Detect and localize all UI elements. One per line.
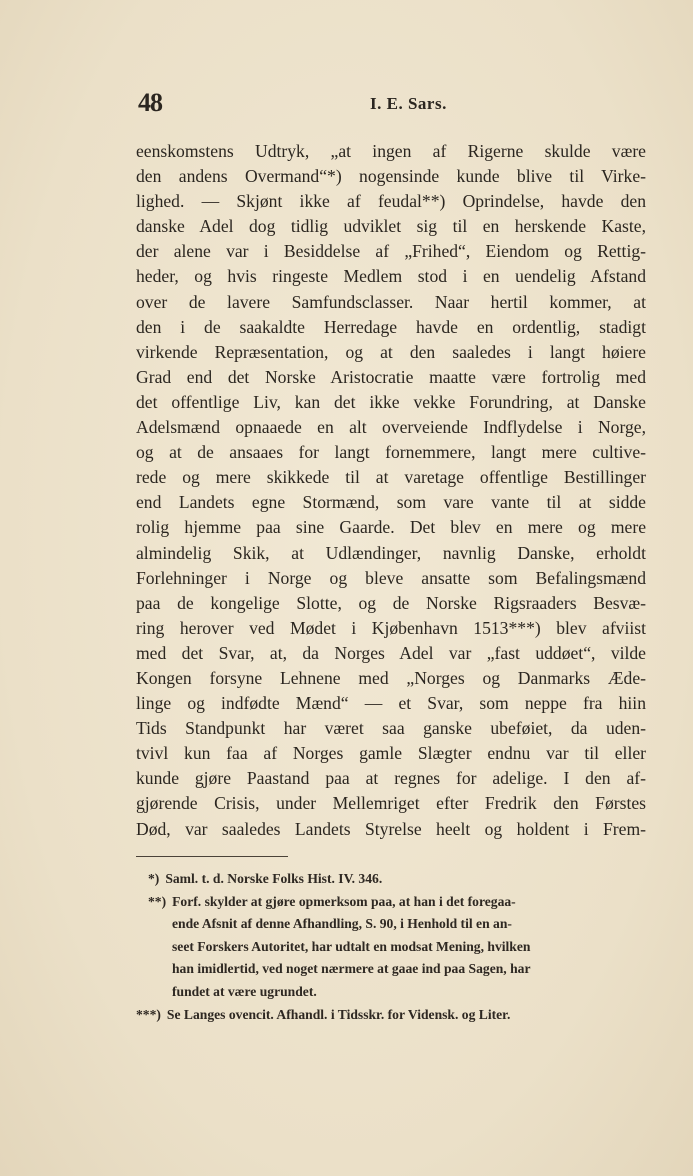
- body-line: end Landets egne Stormænd, som vare vante til at sidde: [136, 492, 646, 513]
- body-line: Kongen forsyne Lehnene med „Norges og Danmarks Æde-: [136, 667, 646, 688]
- body-line: linge og indfødte Mænd“ — et Svar, som neppe fra hiin: [136, 693, 646, 714]
- footnote-line: [136, 981, 646, 1004]
- footnote-line: [136, 936, 646, 959]
- body-line: Død, var saaledes Landets Styrelse heelt og holdent i Frem-: [136, 818, 646, 839]
- footnote-mark: ***): [136, 1006, 161, 1022]
- body-text: [136, 139, 646, 842]
- body-line: over de lavere Samfundsclasser. Naar hertil kommer, at: [136, 291, 646, 312]
- body-line: der alene var i Besiddelse af „Frihed“, Eiendom og Rettig-: [136, 241, 646, 262]
- body-line: tvivl kun faa af Norges gamle Slægter endnu var til eller: [136, 743, 646, 764]
- body-line: heder, og hvis ringeste Medlem stod i en uendelig Afstand: [136, 266, 646, 287]
- page-header: [138, 88, 558, 118]
- footnote-line: [136, 913, 646, 936]
- body-line: den andens Overmand“*) nogensinde kunde blive til Virke-: [136, 166, 646, 187]
- body-line: Forlehninger i Norge og bleve ansatte som Befalingsmænd: [136, 567, 646, 588]
- footnote-text: Forf. skylder at gjøre opmerksom paa, at han i det foregaa-: [172, 893, 516, 909]
- footnote-text: fundet at være ugrundet.: [172, 983, 317, 999]
- body-line: det offentlige Liv, kan det ikke vekke Forundring, at Danske: [136, 391, 646, 412]
- footnote-text: ende Afsnit af denne Afhandling, S. 90, i Henhold til en an-: [172, 916, 512, 932]
- body-line: rede og mere skikkede til at varetage offentlige Bestillinger: [136, 467, 646, 488]
- body-line: almindelig Skik, at Udlændinger, navnlig Danske, erholdt: [136, 542, 646, 563]
- footnote-text: Se Langes ovencit. Afhandl. i Tidsskr. for Vidensk. og Liter.: [166, 1006, 511, 1022]
- body-line: ring herover ved Mødet i Kjøbenhavn 1513***) blev afviist: [136, 617, 646, 638]
- body-line: og at de ansaaes for langt fornemmere, langt mere cultive-: [136, 442, 646, 463]
- footnote-mark: *): [148, 871, 160, 886]
- body-line: Tids Standpunkt har været saa ganske ubeføiet, da uden-: [136, 718, 646, 739]
- body-line: Adelsmænd opnaaede en alt overveiende Indflydelse i Norge,: [136, 417, 646, 438]
- body-line: danske Adel dog tidlig udviklet sig til en herskende Kaste,: [136, 216, 646, 237]
- body-line: rolig hjemme paa sine Gaarde. Det blev en mere og mere: [136, 517, 646, 538]
- page-number: 48: [138, 88, 162, 117]
- footnote-text: Saml. t. d. Norske Folks Hist. IV. 346.: [165, 871, 383, 886]
- footnote-text: seet Forskers Autoritet, har udtalt en modsat Mening, hvilken: [172, 938, 531, 954]
- body-line: Grad end det Norske Aristocratie maatte være fortrolig med: [136, 366, 646, 387]
- footnote-line: [136, 891, 646, 914]
- body-line: paa de kongelige Slotte, og de Norske Rigsraaders Besvæ-: [136, 592, 646, 613]
- body-line: gjørende Crisis, under Mellemriget efter Fredrik den Førstes: [136, 793, 646, 814]
- footnote-rule: [136, 856, 288, 857]
- body-line: kunde gjøre Paastand paa at regnes for adelige. I den af-: [136, 768, 646, 789]
- body-line: virkende Repræsentation, og at den saaledes i langt høiere: [136, 341, 646, 362]
- running-head: I. E. Sars.: [370, 94, 447, 113]
- footnote-line: [136, 868, 646, 891]
- body-line: lighed. — Skjønt ikke af feudal**) Oprindelse, havde den: [136, 191, 646, 212]
- footnote: [136, 891, 646, 1004]
- body-line: med det Svar, at, da Norges Adel var „fast uddøet“, vilde: [136, 642, 646, 663]
- footnote-line: [136, 958, 646, 981]
- footnotes: [136, 868, 646, 1026]
- footnote-line: [136, 1004, 646, 1027]
- body-line: eenskomstens Udtryk, „at ingen af Rigerne skulde være: [136, 141, 646, 161]
- footnote: [136, 868, 646, 891]
- body-line: den i de saakaldte Herredage havde en ordentlig, stadigt: [136, 316, 646, 337]
- footnote-text: han imidlertid, ved noget nærmere at gaae ind paa Sagen, har: [172, 961, 531, 977]
- footnote: [136, 1004, 646, 1027]
- footnote-mark: **): [148, 893, 167, 909]
